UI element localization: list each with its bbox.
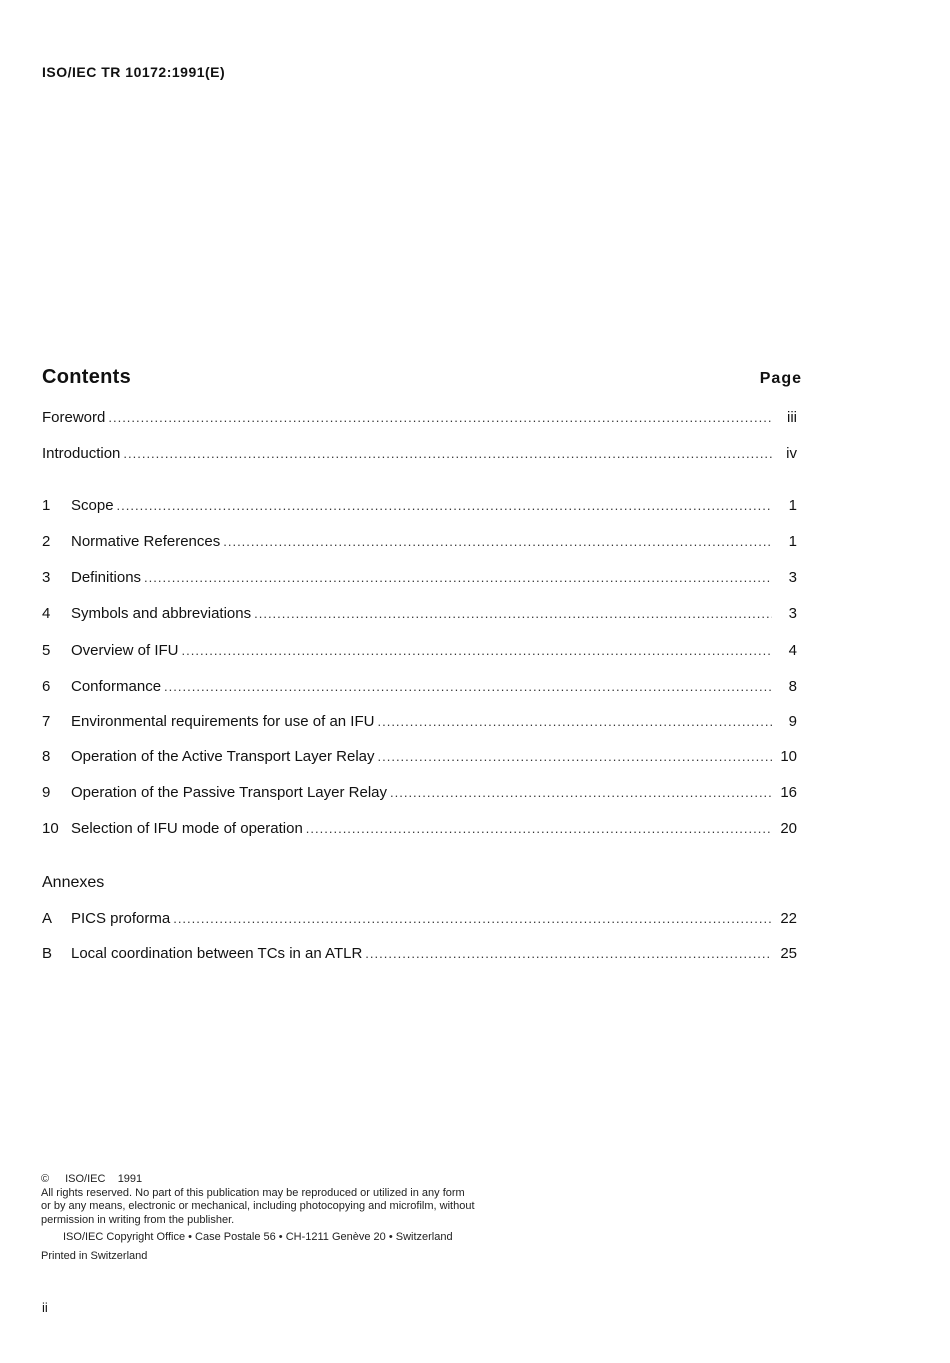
page-number: ii: [42, 1300, 48, 1315]
toc-entry-page: 25: [780, 945, 797, 962]
toc-entry-number: 6: [42, 678, 51, 695]
toc-entry-clause-7[interactable]: [42, 712, 797, 732]
copyright-line: [41, 1173, 475, 1187]
page-column-label: Page: [759, 370, 802, 387]
dot-leader: [173, 909, 772, 929]
rights-line: permission in writing from the publisher.: [41, 1213, 235, 1226]
dot-leader: [223, 532, 772, 552]
toc-entry-clause-4[interactable]: [42, 604, 797, 624]
dot-leader: [254, 604, 772, 624]
toc-entry-clause-8[interactable]: [42, 747, 797, 767]
toc-entry-page: 8: [788, 678, 797, 695]
toc-entry-label: PICS proforma: [71, 910, 171, 927]
toc-entry-introduction[interactable]: [42, 444, 797, 464]
toc-entry-clause-3[interactable]: [42, 568, 797, 588]
dot-leader: [306, 819, 772, 839]
toc-entry-number: B: [42, 945, 53, 962]
annexes-heading: Annexes: [42, 874, 105, 891]
toc-entry-label: Definitions: [71, 569, 142, 586]
toc-entry-number: 5: [42, 642, 51, 659]
toc-entry-annex-a[interactable]: [42, 909, 797, 929]
toc-entry-clause-6[interactable]: [42, 677, 797, 697]
dot-leader: [182, 641, 772, 661]
toc-entry-clause-1[interactable]: [42, 496, 797, 516]
toc-entry-clause-9[interactable]: [42, 783, 797, 803]
toc-entry-foreword[interactable]: [42, 408, 797, 428]
toc-entry-label: Local coordination between TCs in an ATLR: [71, 945, 363, 962]
contents-header: [42, 366, 802, 389]
toc-entry-label: Symbols and abbreviations: [71, 605, 252, 622]
toc-entry-annex-b[interactable]: [42, 944, 797, 964]
toc-entry-label: Operation of the Active Transport Layer Relay: [71, 748, 375, 765]
toc-entry-label: Introduction: [42, 445, 121, 462]
toc-entry-label: Conformance: [71, 678, 162, 695]
toc-entry-label: Foreword: [42, 409, 106, 426]
dot-leader: [390, 783, 772, 803]
toc-entry-page: iv: [786, 445, 797, 462]
copyright-notice: [41, 1173, 475, 1263]
rights-line: or by any means, electronic or mechanical, including photocopying and microfilm, without: [41, 1200, 475, 1212]
toc-entry-page: 3: [788, 605, 797, 622]
copyright-year: 1991: [117, 1173, 143, 1185]
toc-entry-number: 9: [42, 784, 51, 801]
dot-leader: [117, 496, 772, 516]
toc-entry-page: 3: [788, 569, 797, 586]
copyright-icon: ©: [41, 1173, 50, 1185]
toc-entry-page: 16: [780, 784, 797, 801]
dot-leader: [164, 677, 772, 697]
toc-entry-page: 22: [780, 910, 797, 927]
toc-entry-page: 1: [788, 497, 797, 514]
copyright-office-address: ISO/IEC Copyright Office • Case Postale 56 • CH-1211 Genève 20 • Switzerland: [63, 1231, 453, 1243]
toc-entry-page: 4: [788, 642, 797, 659]
toc-entry-page: 10: [780, 748, 797, 765]
toc-entry-page: 1: [788, 533, 797, 550]
toc-entry-number: 7: [42, 713, 51, 730]
contents-title: Contents: [42, 366, 132, 388]
dot-leader: [365, 944, 772, 964]
toc-entry-label: Selection of IFU mode of operation: [71, 820, 303, 837]
toc-entry-number: A: [42, 910, 53, 927]
dot-leader: [144, 568, 772, 588]
toc-entry-number: 2: [42, 533, 51, 550]
rights-line: All rights reserved. No part of this publication may be reproduced or utilized in any form: [41, 1186, 465, 1199]
toc-entry-label: Environmental requirements for use of an IFU: [71, 713, 375, 730]
dot-leader: [108, 408, 772, 428]
toc-entry-page: 9: [788, 713, 797, 730]
printed-in: Printed in Switzerland: [41, 1249, 148, 1262]
toc-entry-number: 4: [42, 605, 51, 622]
copyright-holder: ISO/IEC: [65, 1173, 106, 1185]
toc-entry-label: Scope: [71, 497, 114, 514]
dot-leader: [378, 747, 773, 767]
toc-entry-label: Overview of IFU: [71, 642, 179, 659]
toc-entry-number: 1: [42, 497, 51, 514]
toc-entry-clause-5[interactable]: [42, 641, 797, 661]
dot-leader: [123, 444, 772, 464]
toc-entry-label: Operation of the Passive Transport Layer Relay: [71, 784, 387, 801]
toc-entry-number: 10: [42, 820, 59, 837]
toc-entry-number: 3: [42, 569, 51, 586]
toc-entry-clause-10[interactable]: [42, 819, 797, 839]
toc-entry-page: 20: [780, 820, 797, 837]
toc-entry-number: 8: [42, 748, 51, 765]
dot-leader: [377, 712, 772, 732]
toc-entry-clause-2[interactable]: [42, 532, 797, 552]
toc-entry-page: iii: [787, 409, 797, 426]
toc-entry-label: Normative References: [71, 533, 221, 550]
document-id: ISO/IEC TR 10172:1991(E): [42, 64, 226, 80]
